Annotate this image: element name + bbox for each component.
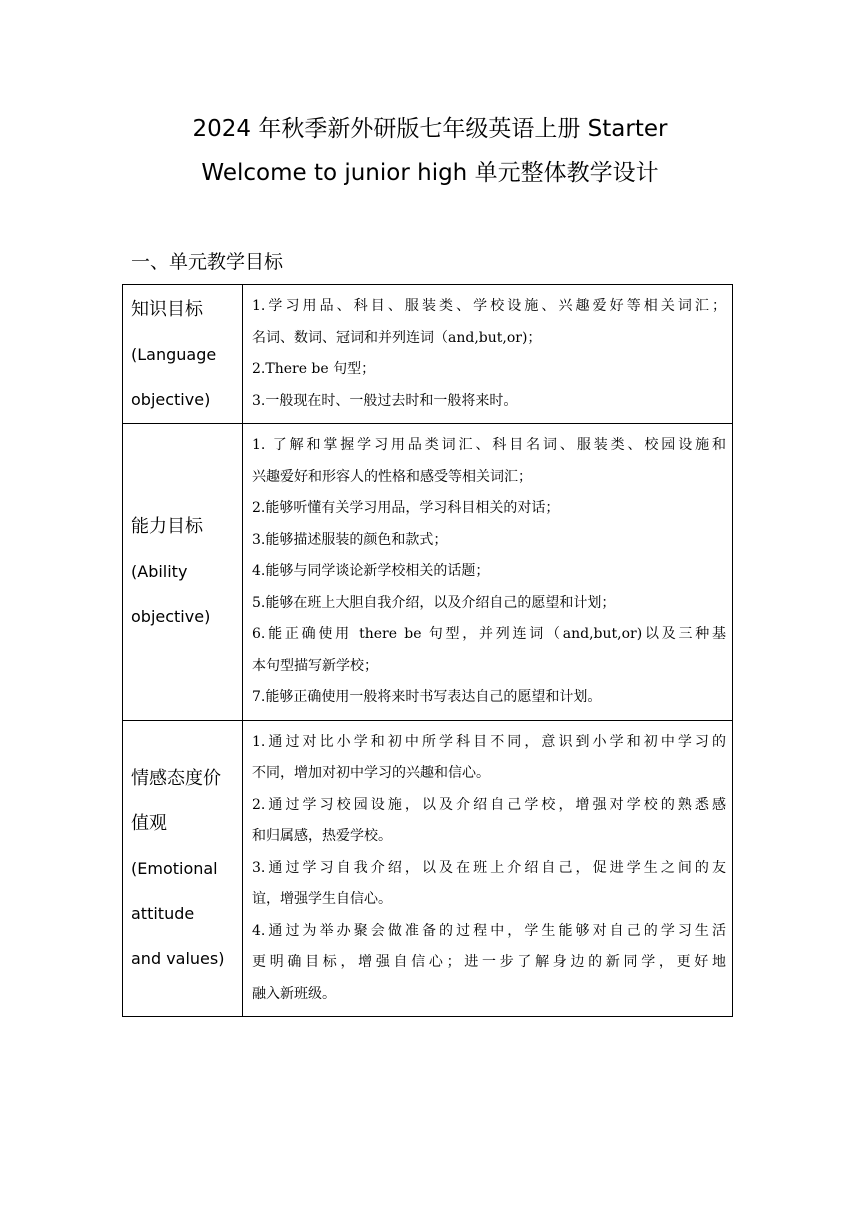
content-line: 4.能够与同学谈论新学校相关的话题； — [252, 563, 490, 579]
row-label-en: objective) — [131, 607, 211, 627]
content-line: 和归属感，热爱学校。 — [252, 828, 392, 844]
content-line: 2.能够听懂有关学习用品，学习科目相关的对话； — [252, 500, 560, 516]
content-line: 7.能够正确使用一般将来时书写表达自己的愿望和计划。 — [252, 689, 602, 705]
content-line: 不同，增加对初中学习的兴趣和信心。 — [252, 765, 490, 781]
content-line: 3.通过学习自我介绍，以及在班上介绍自己，促进学生之间的友 — [252, 859, 726, 876]
content-line: 3.能够描述服装的颜色和款式； — [252, 531, 448, 548]
row-label-en: (Ability — [131, 562, 188, 582]
content-line: 本句型描写新学校； — [252, 657, 378, 674]
content-line: 2.通过学习校园设施，以及介绍自己学校，增强对学校的熟悉感 — [252, 796, 726, 813]
row-label-zh: 能力目标 — [131, 516, 203, 538]
row-label-zh: 情感态度价 — [131, 767, 221, 789]
content-line: 1.通过对比小学和初中所学科目不同，意识到小学和初中学习的 — [252, 733, 726, 750]
row-label-en: and values) — [131, 948, 225, 968]
row-label-zh: 值观 — [131, 812, 167, 834]
row-label-en: (Language — [131, 344, 217, 364]
table-row — [123, 720, 733, 1017]
content-line: 更明确目标，增强自信心；进一步了解身边的新同学，更好地 — [252, 954, 726, 970]
content-line: 2.There be 句型； — [252, 361, 376, 377]
document-title-line-2: Welcome to junior high 单元整体教学设计 — [201, 160, 659, 186]
content-line: 1. 了解和掌握学习用品类词汇、科目名词、服装类、校园设施和 — [252, 437, 726, 453]
content-line: 1.学习用品、科目、服装类、学校设施、兴趣爱好等相关词汇； — [252, 298, 726, 314]
content-line: 6.能正确使用 there be 句型，并列连词（and,but,or)以及三种基 — [252, 626, 726, 642]
content-line: 3.一般现在时、一般过去时和一般将来时。 — [252, 392, 518, 409]
content-line: 兴趣爱好和形容人的性格和感受等相关词汇； — [252, 468, 532, 485]
content-line: 谊，增强学生自信心。 — [252, 891, 392, 907]
row-label-cell — [123, 285, 243, 424]
section-heading: 一、单元教学目标 — [131, 251, 284, 273]
row-label-en: attitude — [131, 903, 195, 923]
content-line: 5.能够在班上大胆自我介绍，以及介绍自己的愿望和计划； — [252, 594, 616, 611]
content-line: 名词、数词、冠词和并列连词（and,but,or)； — [252, 329, 542, 346]
document-title-line-1: 2024 年秋季新外研版七年级英语上册 Starter — [192, 116, 668, 142]
row-label-cell — [123, 720, 243, 1017]
table-row — [123, 424, 733, 721]
row-label-zh: 知识目标 — [131, 298, 203, 320]
objectives-table — [122, 284, 733, 1017]
row-label-en: objective) — [131, 389, 211, 409]
content-line: 融入新班级。 — [252, 985, 336, 1002]
content-line: 4.通过为举办聚会做准备的过程中，学生能够对自己的学习生活 — [252, 922, 726, 939]
table-row — [123, 285, 733, 424]
row-content-cell — [243, 285, 733, 424]
row-label-en: (Emotional — [131, 858, 218, 878]
row-content-cell — [243, 424, 733, 721]
row-label-cell — [123, 424, 243, 721]
row-content-cell — [243, 720, 733, 1017]
